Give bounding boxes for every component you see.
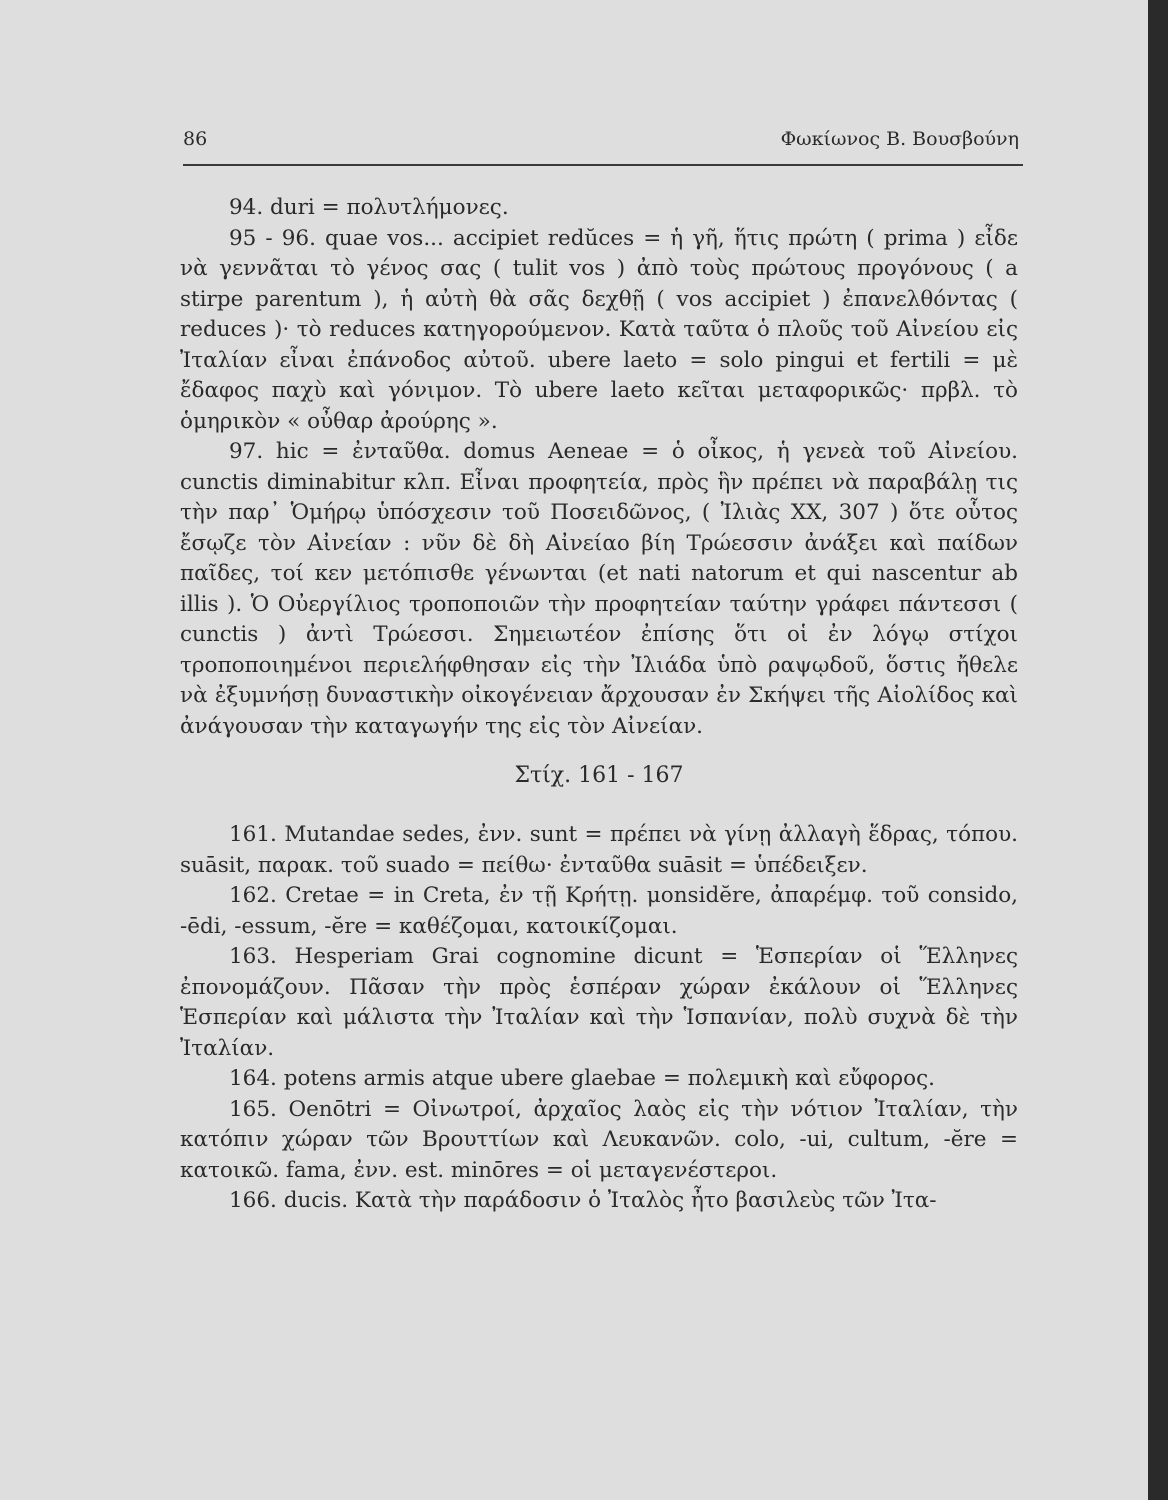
page-header bbox=[183, 128, 1023, 160]
page-dark-edge bbox=[1148, 0, 1168, 1500]
commentary-paragraph-164: 164. potens armis atque ubere glaebae = πολεμικὴ καὶ εὔφορος. bbox=[229, 1066, 935, 1091]
header-rule bbox=[183, 164, 1023, 166]
main-text bbox=[180, 193, 1018, 1217]
page-number: 86 bbox=[183, 128, 208, 150]
commentary-paragraph-161: 161. Mutandae sedes, ἐνν. sunt = πρέπει νὰ γίνῃ ἀλλαγὴ ἕδρας, τόπου. suāsit, παρακ. τοῦ suado = πείθω· ἐνταῦθα suāsit = ὑπέδειξεν. bbox=[180, 822, 1018, 878]
commentary-paragraph-165: 165. Oenōtri = Οἰνωτροί, ἀρχαῖος λαὸς εἰς τὴν νότιον Ἰταλίαν, τὴν κατόπιν χώραν τῶν Βρουττίων καὶ Λευκανῶν. colo, -ui, cultum, -ĕre = κατοικῶ. fama, ἐνν. est. minōres = οἱ μεταγενέστεροι. bbox=[180, 1096, 1018, 1183]
commentary-paragraph-162: 162. Cretae = in Creta, ἐν τῇ Κρήτῃ. μonsidĕre, ἀπαρέμφ. τοῦ consido, -ēdi, -essum, -ĕre = καθέζομαι, κατοικίζομαι. bbox=[180, 883, 1018, 939]
section-heading: Στίχ. 161 - 167 bbox=[514, 763, 684, 788]
commentary-paragraph-95-96: 95 - 96. quae vos... accipiet redŭces = ἡ γῆ, ἥτις πρώτη ( prima ) εἶδε νὰ γεννᾶται τὸ γένος σας ( tulit vos ) ἀπὸ τοὺς πρώτους προγόνους ( a stirpe parentum ), ἡ αὐτὴ θὰ σᾶς δεχθῇ ( vos accipiet ) ἐπανελθόντας ( reduces )· τὸ reduces κατηγορούμενον. Κατὰ ταῦτα ὁ πλοῦς τοῦ Αἰνείου εἰς Ἰταλίαν εἶναι ἐπάνοδος αὐτοῦ. ubere laeto = solo pingui et fertili = μὲ ἔδαφος παχὺ καὶ γόνιμον. Τὸ ubere laeto κεῖται μεταφορικῶς· πρβλ. τὸ ὁμηρικὸν « οὖθαρ ἀρούρης ». bbox=[180, 225, 1018, 434]
commentary-paragraph-163: 163. Hesperiam Grai cognomine dicunt = Ἑσπερίαν οἱ Ἕλληνες ἐπονομάζουν. Πᾶσαν τὴν πρὸς ἑσπέραν χώραν ἐκάλουν οἱ Ἕλληνες Ἑσπερίαν καὶ μάλιστα τὴν Ἰταλίαν καὶ τὴν Ἱσπανίαν, πολὺ συχνὰ δὲ τὴν Ἰταλίαν. bbox=[180, 944, 1018, 1061]
commentary-paragraph-166: 166. ducis. Κατὰ τὴν παράδοσιν ὁ Ἰταλὸς ἦτο βασιλεὺς τῶν Ἰτα- bbox=[229, 1188, 937, 1213]
commentary-paragraph-97: 97. hic = ἐνταῦθα. domus Aeneae = ὁ οἶκος, ἡ γενεὰ τοῦ Αἰνείου. cunctis diminabitur κλπ. Εἶναι προφητεία, πρὸς ἣν πρέπει νὰ παραβάλῃ τις τὴν παρ᾿ Ὁμήρῳ ὑπόσχεσιν τοῦ Ποσειδῶνος, ( Ἰλιὰς XX, 307 ) ὅτε οὗτος ἔσῳζε τὸν Αἰνείαν : νῦν δὲ δὴ Αἰνείαο βίη Τρώεσσιν ἀνάξει καὶ παίδων παῖδες, τοί κεν μετόπισθε γένωνται (et nati natorum et qui nascentur ab illis ). Ὁ Οὐεργίλιος τροποποιῶν τὴν προφητείαν ταύτην γράφει πάντεσσι ( cunctis ) ἀντὶ Τρώεσσι. Σημειωτέον ἐπίσης ὅτι οἱ ἐν λόγῳ στίχοι τροποποιημένοι περιελήφθησαν εἰς τὴν Ἰλιάδα ὑπὸ ραψῳδοῦ, ὅστις ἤθελε νὰ ἐξυμνήσῃ δυναστικὴν οἰκογένειαν ἄρχουσαν ἐν Σκήψει τῆς Αἰολίδος καὶ ἀνάγουσαν τὴν καταγωγήν της εἰς τὸν Αἰνείαν. bbox=[180, 439, 1018, 739]
running-head: Φωκίωνος Β. Βουσβούνη bbox=[780, 128, 1019, 150]
commentary-paragraph-94: 94. duri = πολυτλήμονες. bbox=[229, 195, 509, 220]
